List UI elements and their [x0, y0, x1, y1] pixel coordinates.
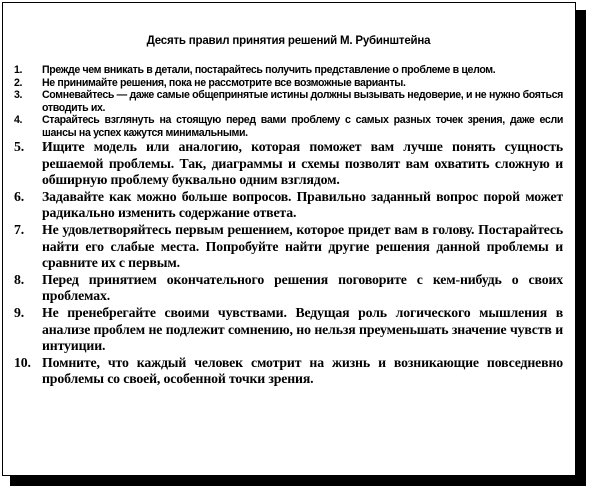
rule-text: Старайтесь взглянуть на стоящую перед вами проблему с самых разных точек зрения, даже если шансы на успех кажутся минимальными.	[42, 114, 563, 139]
rule-number: 2.	[14, 76, 23, 89]
rule-item-1	[14, 64, 563, 77]
rule-item-2	[14, 77, 563, 90]
rule-text: Ищите модель или аналогию, которая поможет вам лучше понять сущность решаемой проблемы. Так, диаграммы и схемы позволят вам охватить сложную и обширную проблему буквально одним взглядом.	[42, 139, 563, 188]
rule-text: Не принимайте решения, пока не рассмотрите все возможные варианты.	[42, 76, 406, 89]
rule-number: 9.	[14, 304, 25, 320]
rule-number: 7.	[14, 221, 25, 237]
rule-number: 10.	[14, 354, 31, 370]
rule-text: Не удовлетворяйтесь первым решением, которое придет вам в голову. Постарайтесь найти его слабые места. Попробуйте найти другие решения данной проблемы и сравните их с первым.	[42, 221, 563, 271]
rule-number: 5.	[14, 139, 25, 154]
rule-number: 3.	[14, 89, 23, 101]
document-title: Десять правил принятия решений М. Рубинштейна	[146, 35, 431, 47]
document-card	[2, 2, 576, 476]
rule-text: Не пренебрегайте своими чувствами. Ведущая роль логического мышления в анализе проблем не подлежит сомнению, но нельзя преуменьшать значение чувств и интуиции.	[42, 304, 563, 354]
rule-number: 1.	[14, 64, 23, 76]
rule-item-9	[14, 305, 563, 355]
rule-item-4	[14, 114, 563, 139]
rules-list	[14, 64, 563, 388]
rule-text: Перед принятием окончательного решения поговорите с кем-нибудь о своих проблемах.	[42, 271, 563, 304]
rule-text: Прежде чем вникать в детали, постарайтесь получить представление о проблеме в целом.	[42, 64, 496, 76]
rule-text: Помните, что каждый человек смотрит на жизнь и возникающие повседневно проблемы со своей, особенной точки зрения.	[42, 354, 563, 387]
rule-number: 6.	[14, 188, 25, 204]
rule-item-6	[14, 189, 563, 222]
rule-item-8	[14, 272, 563, 305]
rule-item-7	[14, 222, 563, 272]
rule-number: 4.	[14, 114, 23, 126]
rule-item-10	[14, 355, 563, 388]
rule-text: Задавайте как можно больше вопросов. Правильно заданный вопрос порой может радикально изменить содержание ответа.	[42, 188, 563, 221]
rule-item-3	[14, 89, 563, 114]
rule-number: 8.	[14, 271, 25, 287]
rule-item-5	[14, 139, 563, 189]
rule-text: Сомневайтесь — даже самые общепринятые истины должны вызывать недоверие, и не нужно бояться отводить их.	[42, 89, 563, 114]
